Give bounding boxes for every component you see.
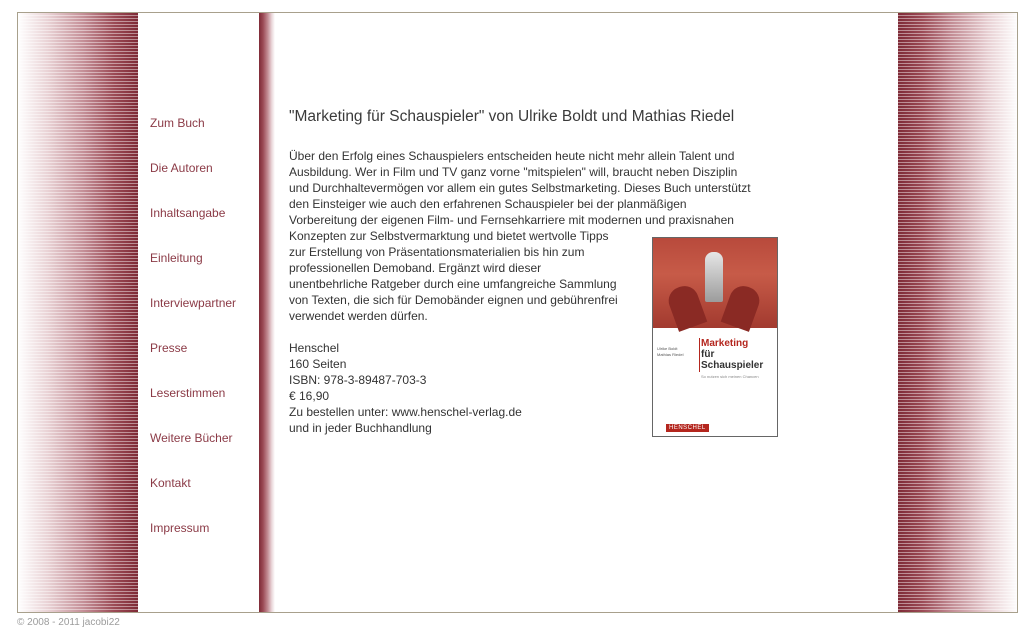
cover-authors — [657, 346, 697, 358]
main-content — [289, 13, 889, 612]
book-details — [289, 340, 522, 436]
nav-item-presse[interactable]: Presse — [150, 341, 188, 355]
left-stripe-decoration — [18, 13, 138, 612]
availability: und in jeder Buchhandlung — [289, 421, 432, 435]
description-line: verwendet werden dürfen. — [289, 309, 428, 323]
sidebar-nav — [138, 13, 259, 612]
nav-item-leserstimmen[interactable]: Leserstimmen — [150, 386, 226, 400]
nav-item-impressum[interactable]: Impressum — [150, 521, 210, 535]
cover-title-line: Marketing — [701, 338, 749, 349]
price: € 16,90 — [289, 389, 330, 403]
description-line: Ausbildung. Wer in Film und TV ganz vorne "mitspielen" will, braucht neben Disziplin — [289, 165, 738, 179]
publisher-link[interactable]: www.henschel-verlag.de — [391, 405, 522, 419]
nav-item-die-autoren[interactable]: Die Autoren — [150, 161, 213, 175]
cover-author-2: Mathias Riedel — [657, 352, 684, 357]
nav-item-zum-buch[interactable]: Zum Buch — [150, 116, 205, 130]
description-line: den Einsteiger wie auch den erfahrenen Schauspieler bei der planmäßigen — [289, 197, 687, 211]
copyright: © 2008 - 2011 jacobi22 — [17, 617, 120, 628]
description-line: von Texten, die sich für Demobänder eignen und gebührenfrei — [289, 293, 618, 307]
nav-item-kontakt[interactable]: Kontakt — [150, 476, 191, 490]
cover-rule — [699, 338, 700, 372]
cover-hand-right — [721, 282, 764, 332]
description-line: und Durchhaltevermögen vor allem ein gutes Selbstmarketing. Dieses Buch unterstützt — [289, 181, 751, 195]
cover-title-line: für — [701, 349, 715, 360]
description-line: zur Erstellung von Präsentationsmaterialien bis hin zum — [289, 245, 585, 259]
cover-hand-left — [665, 282, 708, 332]
nav-item-weitere-buecher[interactable]: Weitere Bücher — [150, 431, 233, 445]
cover-subtitle: So nutzen sich meinen Chancen — [701, 374, 759, 379]
isbn: ISBN: 978-3-89487-703-3 — [289, 373, 427, 387]
description-line: Über den Erfolg eines Schauspielers entscheiden heute nicht mehr allein Talent und — [289, 149, 735, 163]
page-count: 160 Seiten — [289, 357, 347, 371]
description-line: unentbehrliche Ratgeber durch eine umfangreiche Sammlung — [289, 277, 617, 291]
description-line: Vorbereitung der eigenen Film- und Fernsehkarriere mit modernen und praxisnahen — [289, 213, 734, 227]
nav-item-inhaltsangabe[interactable]: Inhaltsangabe — [150, 206, 226, 220]
order-prefix: Zu bestellen unter: — [289, 405, 392, 419]
cover-publisher-logo: HENSCHEL — [666, 424, 709, 432]
description-line: professionellen Demoband. Ergänzt wird dieser — [289, 261, 542, 275]
page-title: "Marketing für Schauspieler" von Ulrike Boldt und Mathias Riedel — [289, 108, 735, 125]
book-cover-image — [652, 237, 778, 437]
cover-title — [701, 338, 763, 371]
publisher-name: Henschel — [289, 341, 340, 355]
description-line: Konzepten zur Selbstvermarktung und bietet wertvolle Tipps — [289, 229, 609, 243]
nav-item-einleitung[interactable]: Einleitung — [150, 251, 203, 265]
nav-item-interviewpartner[interactable]: Interviewpartner — [150, 296, 237, 310]
trophy-icon — [705, 252, 723, 302]
cover-photo — [653, 238, 777, 328]
page-frame — [17, 12, 1018, 613]
cover-author-1: Ulrike Boldt — [657, 346, 678, 351]
order-info — [289, 404, 522, 420]
right-stripe-decoration — [898, 13, 1018, 612]
cover-title-line: Schauspieler — [701, 360, 764, 371]
column-divider — [259, 13, 275, 612]
